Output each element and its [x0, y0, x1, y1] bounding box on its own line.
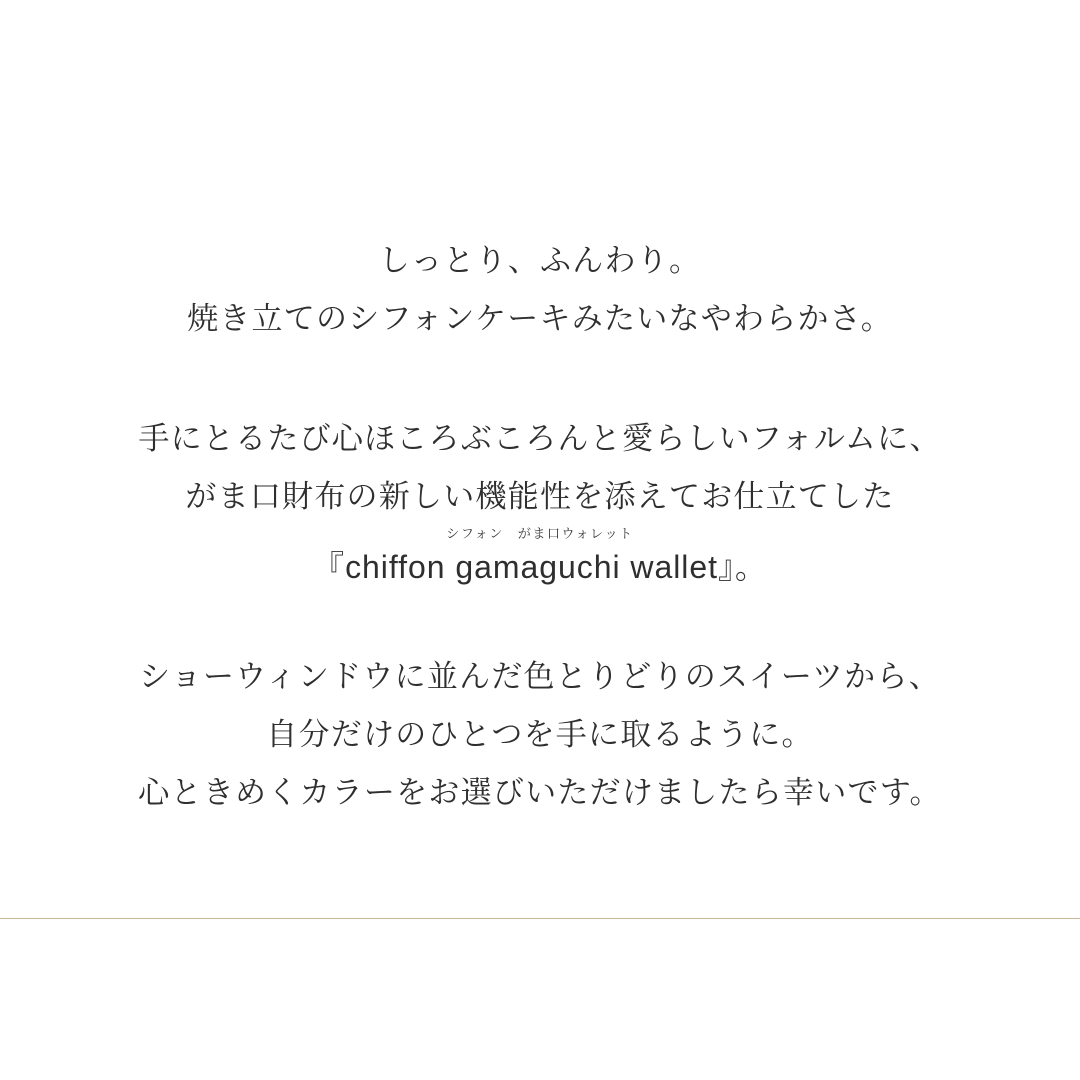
product-name-ruby	[0, 526, 1080, 542]
paragraph-spacer-2	[0, 590, 1080, 648]
closing-paragraph	[0, 648, 1080, 822]
product-name-title: 『chiffon gamaguchi wallet』。	[312, 549, 768, 585]
closing-line-1: ショーウィンドウに並んだ色とりどりのスイーツから、	[139, 659, 941, 694]
ruby-right: がま口ウォレット	[517, 526, 634, 541]
intro-line-1: しっとり、ふんわり。	[378, 243, 702, 278]
ruby-left: シフォン	[446, 526, 504, 541]
closing-line-3: 心ときめくカラーをお選びいただけましたら幸いです。	[138, 775, 942, 810]
description-line-2: がま口財布の新しい機能性を添えてお仕立てした	[185, 479, 895, 514]
paragraph-spacer-1	[0, 348, 1080, 410]
intro-line-2: 焼き立てのシフォンケーキみたいなやわらかさ。	[187, 301, 893, 336]
description-line-1: 手にとるたび心ほころぶころんと愛らしいフォルムに、	[138, 421, 942, 456]
intro-paragraph	[0, 232, 1080, 348]
description-paragraph	[0, 410, 1080, 590]
closing-line-2: 自分だけのひとつを手に取るように。	[266, 717, 814, 752]
horizontal-divider	[0, 918, 1080, 919]
